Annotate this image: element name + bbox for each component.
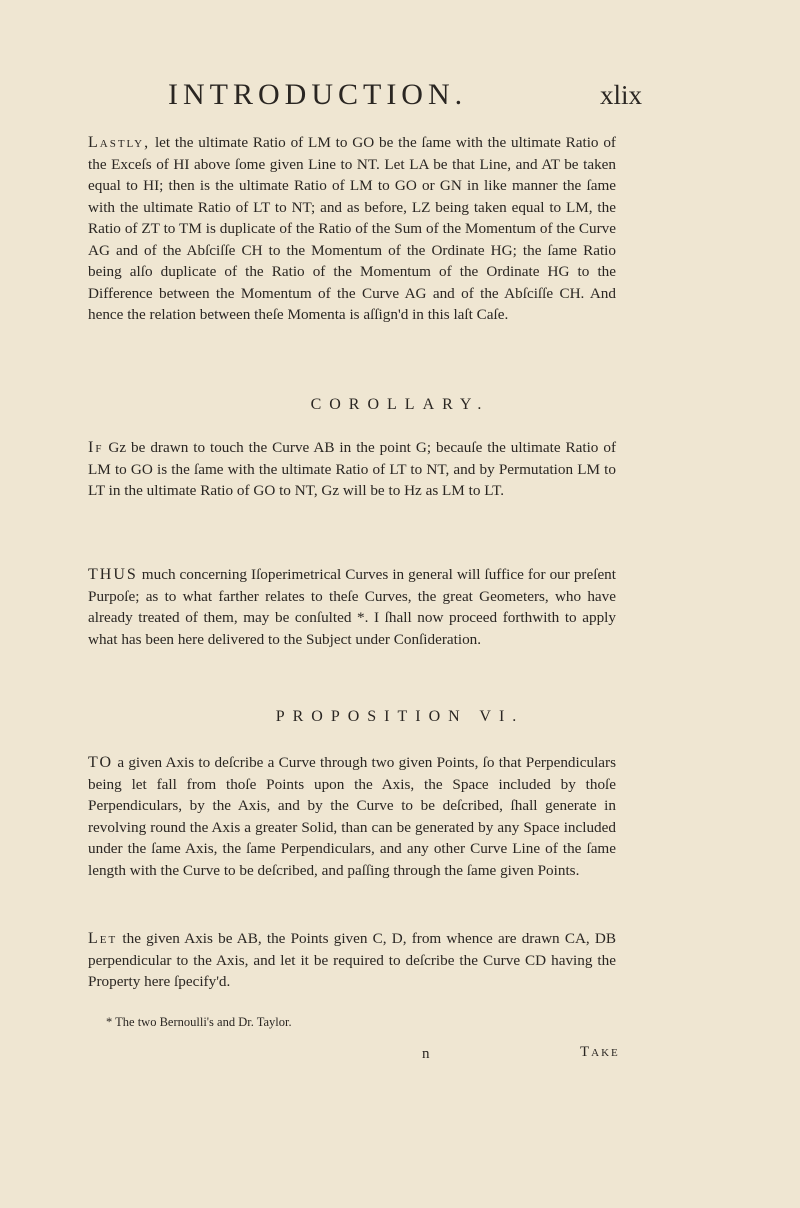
paragraph-lead: Let	[88, 930, 118, 947]
page-number: xlix	[600, 80, 643, 110]
paragraph-proposition	[88, 752, 616, 881]
paragraph-lastly	[88, 132, 616, 326]
paragraph-let	[88, 928, 616, 993]
page-header-title: INTRODUCTION.	[168, 78, 468, 111]
paragraph-lead: TO	[88, 754, 114, 771]
paragraph-text: Gz be drawn to touch the Curve AB in the point G; becauſe the ultimate Ratio of LM to GO is the ſame with the ultimate Ratio of LT to NT, and by Permutation LM to LT in the ultimate Ratio of GO to NT, Gz will be to Hz as LM to LT.	[88, 439, 616, 499]
paragraph-lead: If	[88, 439, 104, 456]
catchword: Take	[580, 1044, 620, 1060]
paragraph-lead: Lastly,	[88, 134, 151, 151]
corollary-heading: COROLLARY.	[310, 396, 490, 413]
paragraph-text: the given Axis be AB, the Points given C, D, from whence are drawn CA, DB perpendicular to the Axis, and let it be required to deſcribe the Curve CD having the Property here ſpecify'd.	[88, 930, 616, 990]
footnote: * The two Bernoulli's and Dr. Taylor.	[106, 1015, 292, 1029]
paragraph-thus	[88, 564, 616, 650]
signature-mark: n	[422, 1046, 430, 1062]
paragraph-text: much concerning Iſoperimetrical Curves in general will ſuffice for our preſent Purpoſe; as to what farther relates to theſe Curves, the great Geometers, who have already treated of them, may be conſulted *. I ſhall now proceed forthwith to apply what has been here delivered to the Subject under Conſideration.	[88, 566, 616, 648]
paragraph-lead: THUS	[88, 566, 138, 583]
proposition-heading: PROPOSITION VI.	[275, 708, 525, 725]
paragraph-corollary	[88, 437, 616, 502]
paragraph-text: a given Axis to deſcribe a Curve through two given Points, ſo that Perpendiculars being let fall from thoſe Points upon the Axis, the Space included by thoſe Perpendiculars, by the Axis, and by the Curve to be deſcribed, ſhall generate in revolving round the Axis a greater Solid, than can be generated by any Space included under the ſame Axis, the ſame Perpendiculars, and any other Curve Line of the ſame length with the Curve to be deſcribed, and paſſing through the ſame given Points.	[88, 754, 616, 879]
paragraph-text: let the ultimate Ratio of LM to GO be the ſame with the ultimate Ratio of the Exceſs of HI above ſome given Line to NT. Let LA be that Line, and AT be taken equal to HI; then is the ultimate Ratio of LM to GO or GN in like manner the ſame with the ultimate Ratio of LT to NT; and as before, LZ being taken equal to LM, the Ratio of ZT to TM is duplicate of the Ratio of the Sum of the Momentum of the Curve AG and of the Abſciſſe CH to the Momentum of the Ordinate HG; the ſame Ratio being alſo duplicate of the Ratio of the Momentum of the Ordinate HG to the Difference between the Momentum of the Curve AG and of the Abſciſſe CH. And hence the relation between theſe Momenta is aſſign'd in this laſt Caſe.	[88, 134, 616, 323]
